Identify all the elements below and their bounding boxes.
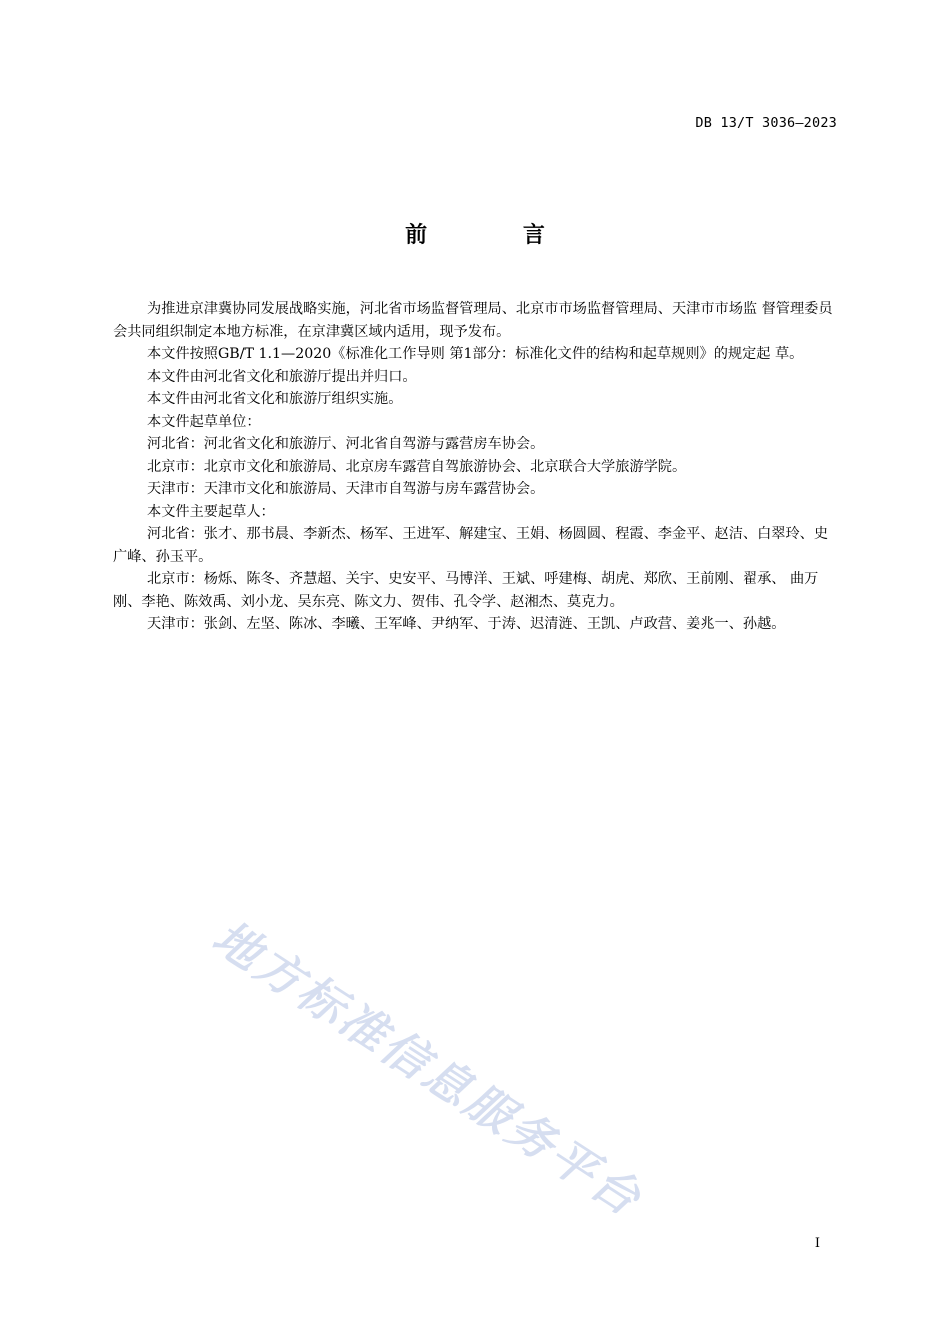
paragraph-proposer: 本文件由河北省文化和旅游厅提出并归口。 — [147, 368, 417, 385]
paragraph-drafters-tianjin: 天津市：张剑、左坚、陈冰、李曦、王军峰、尹纳军、于涛、迟清涟、王凯、卢政营、姜兆一、孙越。 — [147, 616, 786, 632]
paragraph-implementer: 本文件由河北省文化和旅游厅组织实施。 — [147, 391, 403, 407]
paragraph-drafters-beijing: 北京市：杨烁、陈冬、齐慧超、关宇、史安平、马博洋、王斌、呼建梅、胡虎、郑欣、王前刚、翟承、 曲万刚、李艳、陈效禹、刘小龙、吴东亮、陈文力、贺伟、孔令学、赵湘杰、莫克力。 — [113, 571, 819, 610]
paragraph-drafters-hebei: 河北省：张才、那书晨、李新杰、杨军、王进军、解建宝、王娟、杨圆圆、程霞、李金平、赵洁、白翠玲、史广峰、孙玉平。 — [113, 526, 829, 565]
page-title: 前 言 — [405, 223, 589, 248]
paragraph-units-beijing: 北京市：北京市文化和旅游局、北京房车露营自驾旅游协会、北京联合大学旅游学院。 — [147, 458, 687, 475]
paragraph-drafting-units-heading: 本文件起草单位： — [147, 413, 261, 430]
preface-body — [113, 298, 840, 636]
document-code: DB 13/T 3036—2023 — [695, 115, 837, 131]
watermark: 地方标准信息服务平台 — [203, 909, 653, 1228]
paragraph-units-tianjin: 天津市：天津市文化和旅游局、天津市自驾游与房车露营协会。 — [147, 481, 545, 497]
paragraph-intro: 为推进京津冀协同发展战略实施，河北省市场监督管理局、北京市市场监督管理局、天津市市场监 督管理委员会共同组织制定本地方标准，在京津冀区域内适用，现予发布。 — [113, 301, 833, 340]
page-number: I — [814, 1236, 820, 1251]
paragraph-units-hebei: 河北省：河北省文化和旅游厅、河北省自驾游与露营房车协会。 — [147, 436, 545, 452]
paragraph-drafting-rule: 本文件按照GB/T 1.1—2020《标准化工作导则 第1部分：标准化文件的结构和起草规则》的规定起 草。 — [147, 346, 804, 362]
paragraph-drafters-heading: 本文件主要起草人： — [147, 503, 275, 520]
